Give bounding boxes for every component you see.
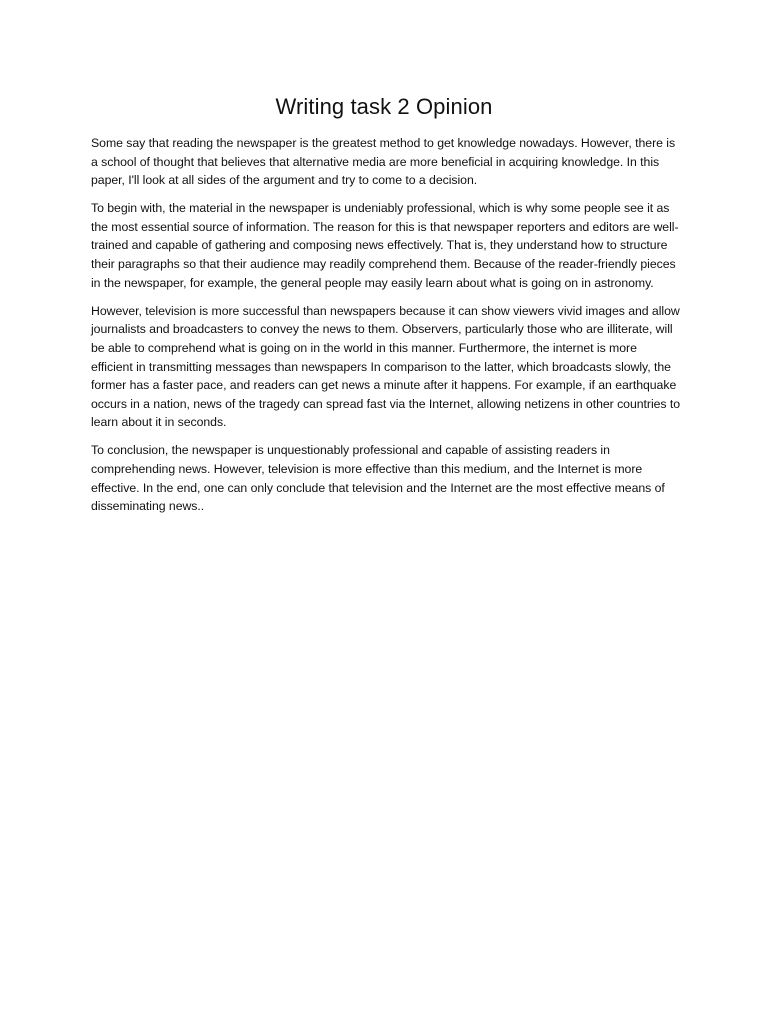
document-body bbox=[91, 134, 681, 525]
paragraph-television-internet: However, television is more successful than newspapers because it can show viewers vivid images and allow journalists and broadcasters to convey the news to them. Observers, particularly those who are illiterate, will be able to comprehend what is going on in the world in this manner. Furthermore, the internet is more efficient in transmitting messages than newspapers In comparison to the latter, which broadcasts slowly, the former has a faster pace, and readers can get news a minute after it happens. For example, if an earthquake occurs in a nation, news of the tragedy can spread fast via the Internet, allowing netizens in other countries to learn about it in seconds. bbox=[91, 303, 681, 430]
paragraph-conclusion: To conclusion, the newspaper is unquestionably professional and capable of assisting readers in comprehending news. However, television is more effective than this medium, and the Internet is more effective. In the end, one can only conclude that television and the Internet are the most effective means of disseminating news.. bbox=[91, 443, 665, 514]
document-title: Writing task 2 Opinion bbox=[275, 94, 493, 119]
paragraph-newspaper: To begin with, the material in the newspaper is undeniably professional, which is why some people see it as the most essential source of information. The reason for this is that newspaper reporters and editors are well-trained and capable of gathering and composing news effectively. That is, they understand how to structure their paragraphs so that their audience may readily comprehend them. Because of the reader-friendly pieces in the newspaper, for example, the general people may easily learn about what is going on in astronomy. bbox=[91, 201, 679, 290]
paragraph-introduction: Some say that reading the newspaper is the greatest method to get knowledge nowadays. However, there is a school of thought that believes that alternative media are more beneficial in acquiring knowledge. In this paper, I'll look at all sides of the argument and try to come to a decision. bbox=[91, 136, 676, 188]
